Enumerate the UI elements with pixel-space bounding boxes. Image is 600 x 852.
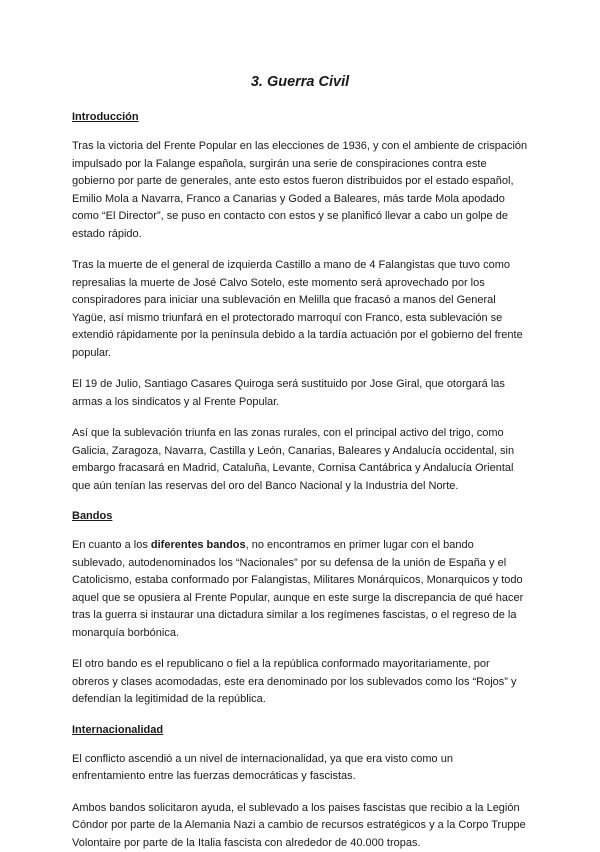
- internacionalidad-paragraph-2: Ambos bandos solicitaron ayuda, el sublevado a los paises fascistas que recibio a la Legión Cóndor por parte de la Alemania Nazi a cambio de recursos estratégicos y a la Corpo Truppe Volontaire por parte de la Italia fascista con alrededor de 40.000 tropas.: [72, 800, 528, 852]
- document-title: 3. Guerra Civil: [72, 72, 528, 92]
- bandos-p1-rest: , no encontramos en primer lugar con el bando sublevado, autodenominados los “Nacionales” por su defensa de la unión de España y el Catolicismo, estaba conformado por Falangistas, Militares Monárquicos, Monarquicos y todo aquel que se opusiera al Frente Popular, aunque en este surge la discrepancia de qué hacer tras la guerra si instaurar una dictadura similar a los regímenes fascistas, o el regreso de la monarquía borbónica.: [72, 539, 523, 639]
- internacionalidad-paragraph-1: El conflicto ascendió a un nivel de internacionalidad, ya que era visto como un enfrentamiento entre las fuerzas democráticas y fascistas.: [72, 751, 528, 786]
- bandos-paragraph-1: [72, 537, 528, 642]
- intro-paragraph-1: Tras la victoria del Frente Popular en las elecciones de 1936, y con el ambiente de crispación impulsado por la Falange española, surgirán una serie de conspiraciones contra este gobierno por parte de generales, ante esto estos fueron distribuidos por el estado español, Emilio Mola a Navarra, Franco a Canarias y Goded a Baleares, más tarde Mola apodado como “El Director”, se puso en contacto con estos y se planificó llevar a cabo un golpe de estado rápido.: [72, 138, 528, 243]
- section-heading-bandos: Bandos: [72, 509, 528, 523]
- bandos-p1-lead: En cuanto a los: [72, 539, 151, 551]
- bandos-paragraph-2: El otro bando es el republicano o fiel a la república conformado mayoritariamente, por obreros y clases acomodadas, este era denominado por los sublevados como los “Rojos” y defendían la legitimidad de la república.: [72, 656, 528, 709]
- intro-paragraph-2: Tras la muerte de el general de izquierda Castillo a mano de 4 Falangistas que tuvo como represalias la muerte de José Calvo Sotelo, este momento será aprovechado por los conspiradores para iniciar una sublevación en Melilla que fracasó a manos del General Yagüe, así mismo triunfará en el protectorado marroquí con Franco, esta sublevación se extendió rápidamente por la península debido a la tardía actuación por el gobierno del frente popular.: [72, 257, 528, 362]
- section-heading-internacionalidad: Internacionalidad: [72, 723, 528, 737]
- intro-paragraph-3: El 19 de Julio, Santiago Casares Quiroga será sustituido por Jose Giral, que otorgará las armas a los sindicatos y al Frente Popular.: [72, 376, 528, 411]
- section-heading-introduccion: Introducción: [72, 110, 528, 124]
- intro-paragraph-4: Así que la sublevación triunfa en las zonas rurales, con el principal activo del trigo, como Galicia, Zaragoza, Navarra, Castilla y León, Canarias, Baleares y Andalucía occidental, sin embargo fracasará en Madrid, Cataluña, Levante, Cornisa Cantábrica y Andalucía Oriental que aún tenían las reservas del oro del Banco Nacional y la Industria del Norte.: [72, 425, 528, 495]
- bandos-p1-bold-term: diferentes bandos: [151, 539, 246, 551]
